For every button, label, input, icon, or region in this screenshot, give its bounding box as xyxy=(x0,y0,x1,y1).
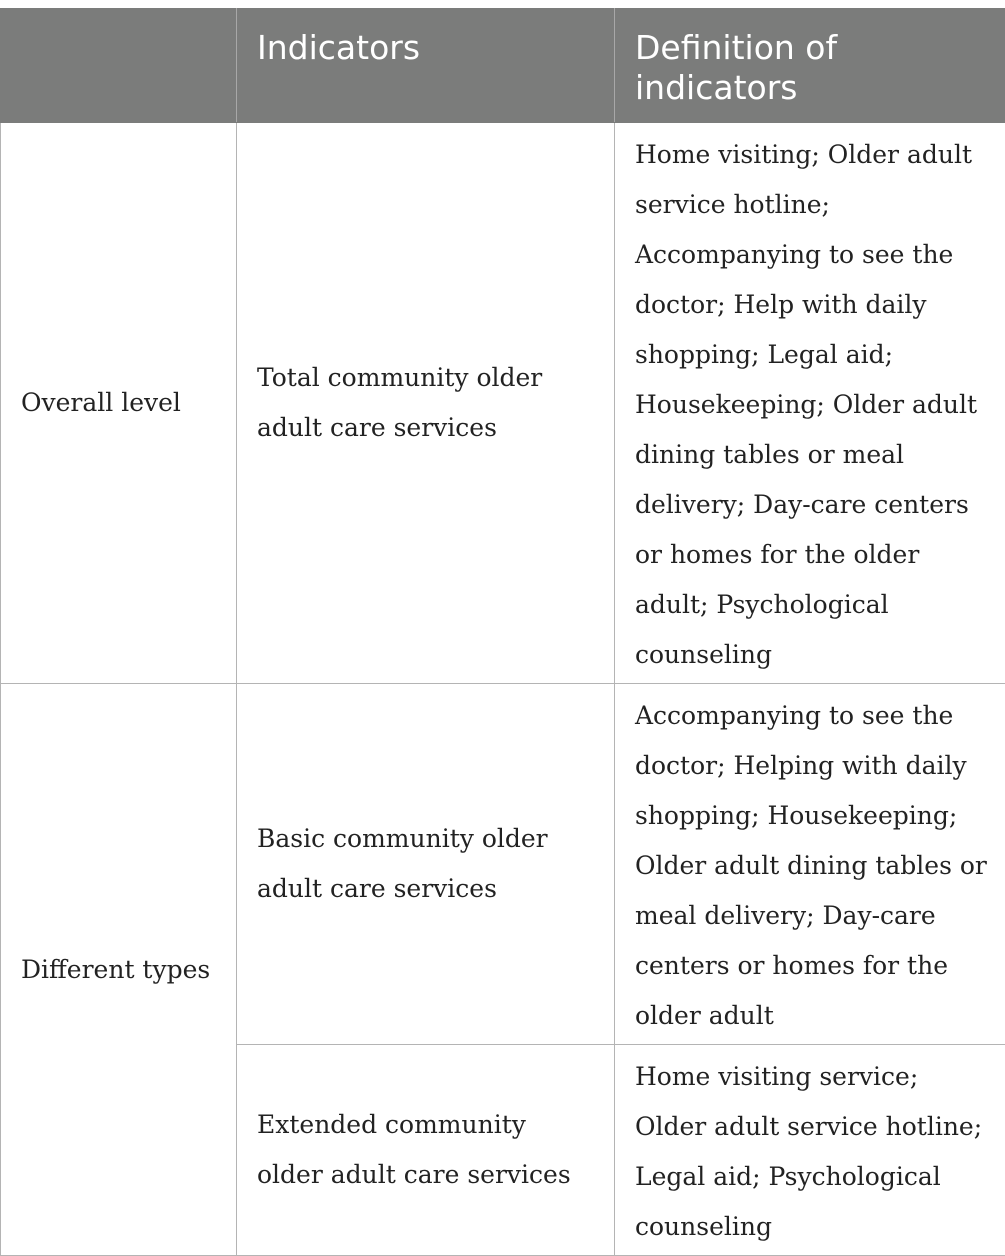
table-header xyxy=(1,9,1005,123)
level-cell: Overall level xyxy=(1,123,237,684)
definition-cell: Home visiting service; Older adult service hotline; Legal aid; Psychological counseling xyxy=(615,1045,1005,1256)
header-row xyxy=(1,9,1005,123)
indicator-cell: Total community older adult care services xyxy=(237,123,615,684)
definition-cell: Accompanying to see the doctor; Helping with daily shopping; Housekeeping; Older adult dining tables or meal delivery; Day-care centers or homes for the older adult xyxy=(615,684,1005,1045)
table-row xyxy=(1,684,1005,1045)
indicators-table xyxy=(0,8,1005,1256)
definition-cell: Home visiting; Older adult service hotline; Accompanying to see the doctor; Help with daily shopping; Legal aid; Housekeeping; Older adult dining tables or meal delivery; Day-care centers or homes for the older adult; Psychological counseling xyxy=(615,123,1005,684)
level-cell: Different types xyxy=(1,684,237,1256)
indicator-cell: Basic community older adult care services xyxy=(237,684,615,1045)
indicator-cell: Extended community older adult care services xyxy=(237,1045,615,1256)
header-indicators: Indicators xyxy=(237,9,615,123)
header-level xyxy=(1,9,237,123)
header-definition: Definition of indicators xyxy=(615,9,1005,123)
table-body xyxy=(1,123,1005,1256)
table-row xyxy=(1,123,1005,684)
